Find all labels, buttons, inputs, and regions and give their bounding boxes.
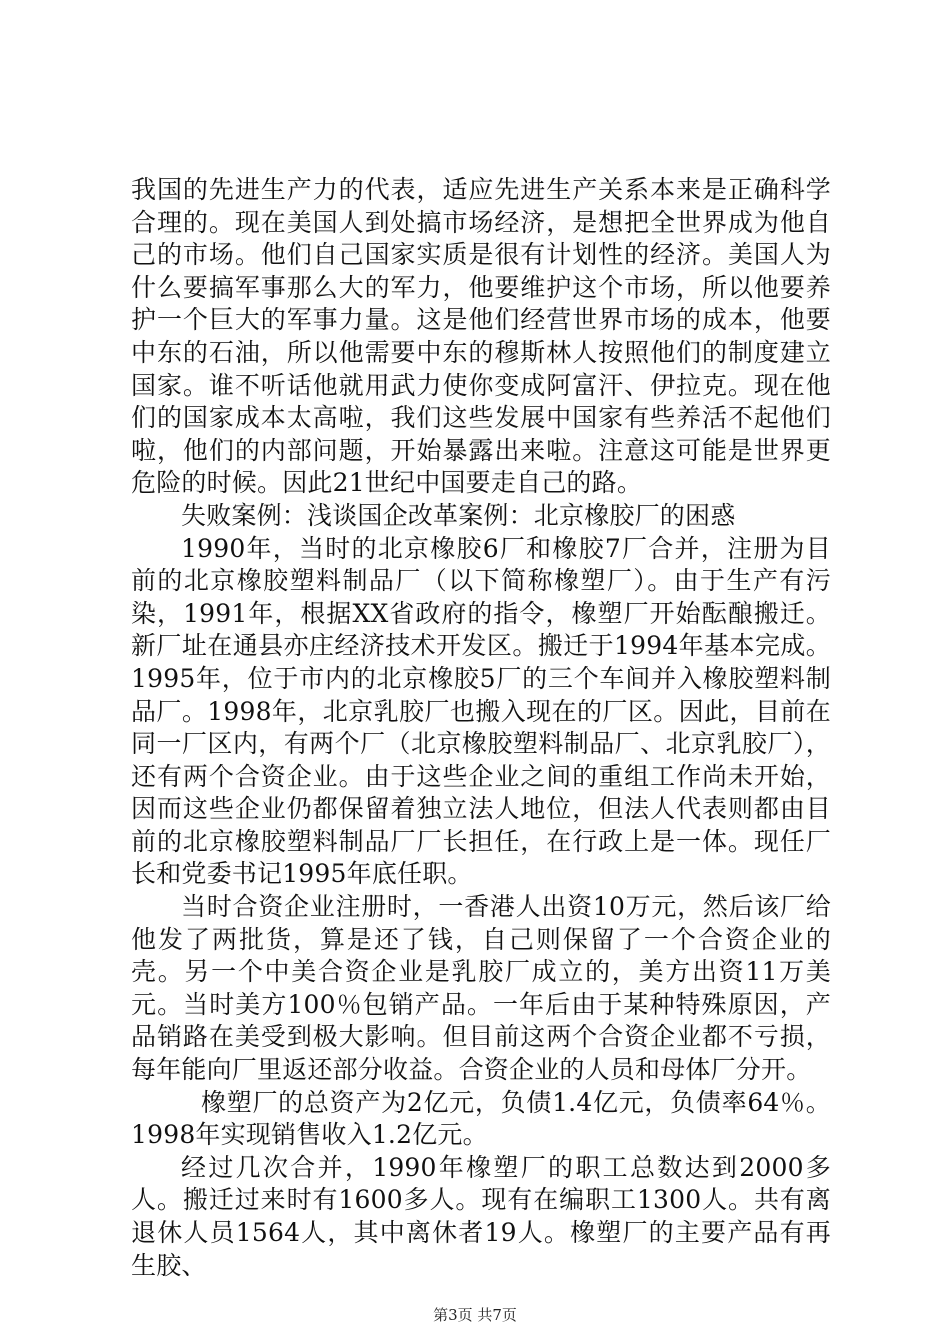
case-heading: 失败案例：浅谈国企改革案例：北京橡胶厂的困惑 (181, 500, 736, 530)
paragraph-3: 1990年，当时的北京橡胶6厂和橡胶7厂合并，注册为目前的北京橡胶塑料制品厂（以下简称橡塑厂）。由于生产有污染，1991年，根据XX省政府的指令，橡塑厂开始酝酿搬迁。新厂址在通县亦庄经济技术开发区。搬迁于1994年基本完成。1995年，位于市内的北京橡胶5厂的三个车间并入橡胶塑料制品厂。1998年，北京乳胶厂也搬入现在的厂区。因此，目前在同一厂区内，有两个厂（北京橡胶塑料制品厂、北京乳胶厂），还有两个合资企业。由于这些企业之间的重组工作尚未开始，因而这些企业仍都保留着独立法人地位，但法人代表则都由目前的北京橡胶塑料制品厂厂长担任，在行政上是一体。现任厂长和党委书记1995年底任职。 (131, 533, 831, 889)
paragraph-1: 我国的先进生产力的代表，适应先进生产关系本来是正确科学合理的。现在美国人到处搞市场经济，是想把全世界成为他自己的市场。他们自己国家实质是很有计划性的经济。美国人为什么要搞军事那么大的军力，他要维护这个市场，所以他要养护一个巨大的军事力量。这是他们经营世界市场的成本，他要中东的石油，所以他需要中东的穆斯林人按照他们的制度建立国家。谁不听话他就用武力使你变成阿富汗、伊拉克。现在他们的国家成本太高啦，我们这些发展中国家有些养活不起他们啦，他们的内部问题，开始暴露出来啦。注意这可能是世界更危险的时候。因此21世纪中国要走自己的路。 (131, 175, 831, 498)
page-number-footer: 第3页 共7页 (433, 1306, 517, 1324)
paragraph-5: 橡塑厂的总资产为2亿元，负债1.4亿元，负债率64％。1998年实现销售收入1.2亿元。 (131, 1087, 831, 1150)
document-body (131, 174, 831, 1282)
paragraph-6: 经过几次合并，1990年橡塑厂的职工总数达到2000多人。搬迁过来时有1600多人。现有在编职工1300人。共有离退休人员1564人，其中离休者19人。橡塑厂的主要产品有再生胶、 (131, 1152, 831, 1280)
paragraph-4: 当时合资企业注册时，一香港人出资10万元，然后该厂给他发了两批货，算是还了钱，自己则保留了一个合资企业的壳。另一个中美合资企业是乳胶厂成立的，美方出资11万美元。当时美方100％包销产品。一年后由于某种特殊原因，产品销路在美受到极大影响。但目前这两个合资企业都不亏损，每年能向厂里返还部分收益。合资企业的人员和母体厂分开。 (131, 892, 831, 1085)
